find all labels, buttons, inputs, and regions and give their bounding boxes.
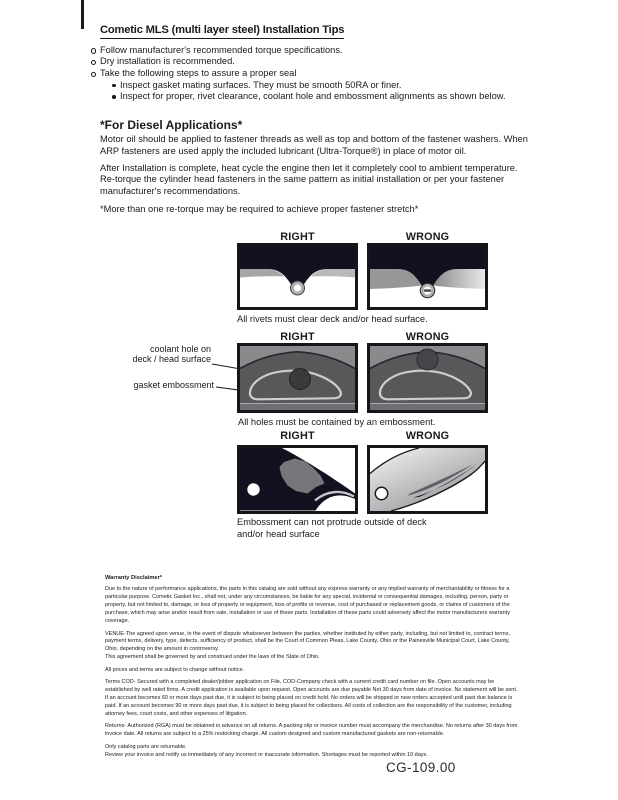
diesel-paragraph: Motor oil should be applied to fastener threads as well as top and bottom of the fastener washers. When ARP fasteners are used apply the included lubricant (Ultra-Torque®) in place of motor oil. [100,134,528,156]
coolant-hole-label-line2: deck / head surface [132,353,211,364]
tip-text: Inspect gasket mating surfaces. They must be smooth 50RA or finer. [120,79,402,90]
row3-caption-line1: Embossment can not protrude outside of deck [237,517,427,527]
rivet-right-diagram [237,243,358,310]
venue-text: VENUE-The agreed upon venue, in the event of dispute whatsoever between the parties, whether instituted by either party, including, but not limited to, contract terms, payment terms, delivery, type, defects, sufficiency of product, shall be the Court of Common Pleas, Lake County, Ohio or the Painesville Municipal Court, Lake County, Ohio, depending on the amount in controversy. [105,630,510,653]
tip-text: Take the following steps to assure a proper seal [100,67,297,78]
dot-bullet-icon [111,80,120,92]
tips-list [91,45,531,103]
list-item [91,68,531,80]
coolant-hole-label [108,344,211,365]
rivet-wrong-diagram [367,243,488,310]
disclaimer-paragraph: Due to the nature of performance applications, the parts in this catalog are sold without any express warranty or any implied warranty of merchantability or fitness for a particular purpose. Cometic Gasket Inc., shall not, under any circumstances, be liable for any special, incidental or consequential damages, including, person, party or property, but not limited to, damage, or loss of property or equipment, loss of profits or revenue, cost of purchased or replacement goods, or claims of customers of the purchase, which may arise and/or result from sale, installation or use of these parts. Installation of these parts could adversely affect the motor manufacturers warranty coverage. [105,586,510,625]
list-item [111,80,531,92]
row2-right-label: RIGHT [280,331,315,343]
catalog-parts-text: Only catalog parts are returnable. [105,743,187,750]
returns-paragraph: Returns- Authorized (RGA) must be obtained in advance on all returns. A packing slip or invoice number must accompany the merchandise. No returns after 30 days from invoice date. All returns are subject to a 25% restocking charge. All custom designed and custom manufactured gaskets are non-returnable. [105,723,518,738]
page-title-text: Cometic MLS (multi layer steel) Installation Tips [100,24,344,39]
list-item [111,91,531,103]
row3-wrong-label: WRONG [405,430,450,442]
list-item [91,56,531,68]
retorque-paragraph: After Installation is complete, heat cycle the engine then let it completely cool to ambient temperature. Re-torque the cylinder head fasteners in the same pattern as initial installation or per your fastener manufacturer's recommendations. [100,162,518,196]
governing-law-text: This agreement shall be governed by and construed under the laws of the State of Ohio. [105,654,320,661]
embossment-right-diagram [237,343,358,413]
circle-bullet-icon [91,68,100,80]
page-corner-mark [81,0,84,29]
terms-cod-paragraph: Terms COD- Secured with a completed dealer/jobber application on File, COD-Company check with a current credit card number on file. Open accounts may be established by well rated firms. A credit application is available upon request. Open accounts are due payable Net 30 days from date of invoice. No statement will be sent. If an account becomes 60 or more days past due, it is subject to being placed on credit hold. No orders will be shipped or new orders accepted until past due balance is paid. If an account becomes 90 or more days past due, it is subject to being placed for collections. All costs of collection are the responsibility of the customer, including attorney fees, court costs, and other expenses of litigation. [105,679,518,717]
tip-text: Inspect for proper, rivet clearance, coolant hole and embossment alignments as shown below. [120,91,506,102]
diesel-applications-heading: *For Diesel Applications* [100,117,243,132]
tip-text: Dry installation is recommended. [100,56,235,67]
list-item [91,45,531,57]
embossment-wrong-diagram [367,343,488,413]
row1-right-label: RIGHT [280,231,315,243]
row1-wrong-label: WRONG [405,231,450,243]
circle-bullet-icon [91,45,100,57]
coolant-hole-label-line1: coolant hole on [149,343,211,354]
row1-caption: All rivets must clear deck and/or head surface. [237,314,428,324]
warranty-disclaimer-heading: Warranty Disclaimer* [105,575,163,581]
gasket-embossment-label: gasket embossment [133,379,214,390]
review-invoice-text: Review your invoice and notify us immediately of any incorrect or inaccurate information. Shortages must be reported within 10 days. [105,751,428,758]
warranty-disclaimer [105,575,518,764]
retorque-note: *More than one re-torque may be required to achieve proper fastener stretch* [100,204,419,214]
tip-text: Follow manufacturer's recommended torque specifications. [100,44,343,55]
prices-paragraph: All prices and terms are subject to change without notice. [105,666,245,673]
row2-wrong-label: WRONG [405,331,450,343]
row2-caption: All holes must be contained by an embossment. [238,417,436,427]
protrusion-wrong-diagram [367,445,488,514]
protrusion-right-diagram [237,445,358,514]
row3-caption-line2: and/or head surface [237,528,320,539]
row3-right-label: RIGHT [280,430,315,442]
page-title [100,24,344,39]
dot-bullet-icon [111,91,120,103]
circle-bullet-icon [91,56,100,68]
venue-paragraph [105,631,518,663]
catalog-parts-paragraph [105,744,518,760]
row3-caption [237,517,497,541]
doc-code: CG-109.00 [386,760,456,775]
